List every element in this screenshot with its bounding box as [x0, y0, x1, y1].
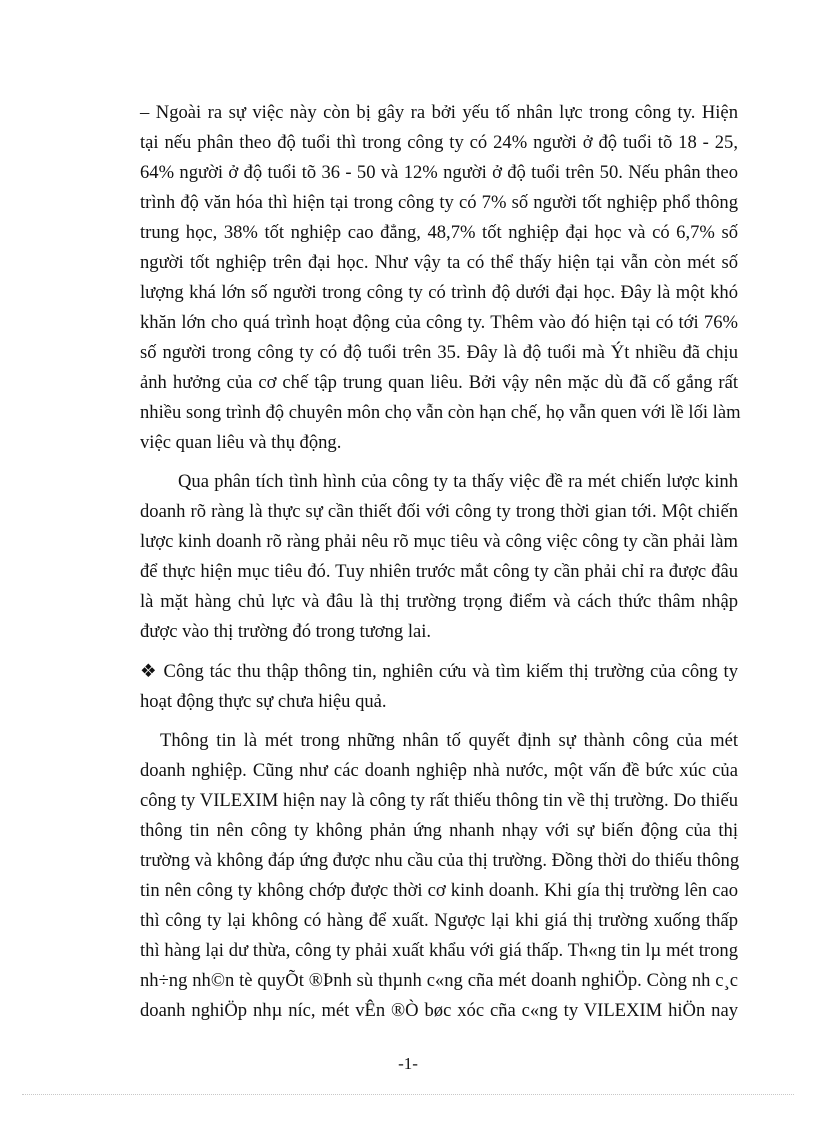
- text-line: là mặt hàng chủ lực và đâu là thị trường trọng điểm và cách thức thâm nhập: [140, 591, 738, 613]
- text-line: lượng khá lớn số người trong công ty có trình độ dưới đại học. Đây là một khó: [140, 282, 738, 303]
- text-line: – Ngoài ra sự việc này còn bị gây ra bởi yếu tố nhân lực trong công ty. Hiện: [140, 102, 738, 123]
- text-line: tại nếu phân theo độ tuổi thì trong công ty có 24% người ở độ tuổi tõ 18 - 25,: [140, 132, 738, 153]
- text-line: trình độ văn hóa thì hiện tại trong công ty có 7% số người tốt nghiệp phổ thông: [140, 192, 738, 213]
- text-line: Thông tin là mét trong những nhân tố quyết định sự thành công của mét: [160, 730, 738, 751]
- footer-dotted-rule: [22, 1094, 794, 1095]
- page-number: -1-: [398, 1054, 418, 1073]
- text-line: được vào thị trường đó trong tương lai.: [140, 621, 432, 643]
- text-line: lược kinh doanh rõ ràng phải nêu rõ mục tiêu và công việc công ty cần phải làm: [140, 531, 738, 553]
- text-line: số người trong công ty có độ tuổi trên 35. Đây là độ tuổi mà Ýt nhiều đã chịu: [140, 342, 738, 363]
- text-line: nhiều song trình độ chuyên môn chọ vẫn còn hạn chế, họ vẫn quen với lề lối làm: [140, 402, 741, 423]
- text-line: doanh nghiệp. Cũng như các doanh nghiệp nhà nước, một vấn đề bức xúc của: [140, 760, 738, 781]
- text-line: người tốt nghiệp trên đại học. Như vậy ta có thể thấy hiện tại vẫn còn mét số: [140, 252, 738, 273]
- text-line: doanh nghiÖp nhµ níc, mét vÊn ®Ò bøc xóc cña c«ng ty VILEXIM hiÖn nay: [140, 1000, 738, 1021]
- text-line: ❖ Công tác thu thập thông tin, nghiên cứu và tìm kiếm thị trường của công ty: [140, 660, 738, 682]
- text-line: nh÷ng nh©n tè quyÕt ®Þnh sù thµnh c«ng cña mét doanh nghiÖp. Còng nh c¸c: [140, 970, 738, 991]
- text-line: ảnh hưởng của cơ chế tập trung quan liêu. Bởi vậy nên mặc dù đã cố gắng rất: [140, 372, 738, 393]
- text-line: hoạt động thực sự chưa hiệu quả.: [140, 690, 387, 712]
- text-line: thì công ty lại không có hàng để xuất. Ngược lại khi giá thị trường xuống thấp: [140, 910, 738, 931]
- text-line: Qua phân tích tình hình của công ty ta thấy việc đề ra mét chiến lược kinh: [178, 471, 738, 493]
- text-line: thông tin nên công ty không phản ứng nhanh nhạy với sự biến động của thị: [140, 820, 738, 841]
- text-line: thì hàng lại dư thừa, công ty phải xuất khẩu với giá thấp. Th«ng tin lµ mét trong: [140, 940, 738, 961]
- text-line: trường và không đáp ứng được nhu cầu của thị trường. Đồng thời do thiếu thông: [140, 850, 740, 871]
- text-line: doanh rõ ràng là thực sự cần thiết đối với công ty trong thời gian tới. Một chiến: [140, 501, 738, 523]
- text-line: trung học, 38% tốt nghiệp cao đẳng, 48,7% tốt nghiệp đại học và có 6,7% số: [140, 222, 738, 243]
- text-line: 64% người ở độ tuổi tõ 36 - 50 và 12% người ở độ tuổi trên 50. Nếu phân theo: [140, 162, 738, 183]
- text-line: khăn lớn cho quá trình hoạt động của công ty. Thêm vào đó hiện tại có tới 76%: [140, 312, 738, 333]
- text-line: việc quan liêu và thụ động.: [140, 432, 342, 453]
- text-line: tin nên công ty không chớp được thời cơ kinh doanh. Khi gía thị trường lên cao: [140, 880, 738, 901]
- text-line: công ty VILEXIM hiện nay là công ty rất thiếu thông tin về thị trường. Do thiếu: [140, 790, 738, 811]
- text-line: để thực hiện mục tiêu đó. Tuy nhiên trước mắt công ty cần phải chỉ ra được đâu: [140, 561, 738, 583]
